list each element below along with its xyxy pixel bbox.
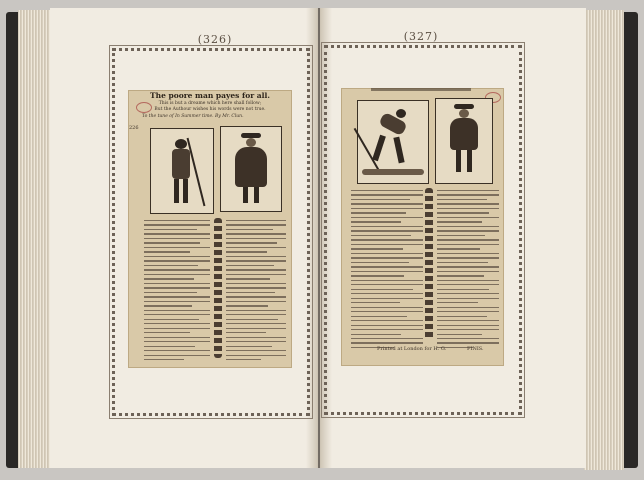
ballad-title: The poore man payes for all. bbox=[150, 91, 270, 100]
right-page-number: (327) bbox=[403, 30, 439, 43]
ballad-subtitle-2: But the Authour wishes his words were not true. bbox=[154, 107, 266, 112]
right-ballad-title-cropped bbox=[371, 88, 471, 91]
right-center-ornament bbox=[425, 188, 433, 340]
woodcut-gentleman bbox=[435, 98, 493, 184]
right-imprint: Printed at London for H. G. bbox=[377, 346, 447, 352]
right-text-column-2 bbox=[437, 190, 499, 351]
left-text-column-1 bbox=[144, 220, 210, 364]
ballad-tune-line: To the tune of In Summer time. By Mr. Clun. bbox=[142, 114, 244, 119]
woodcut-man-digging bbox=[357, 100, 429, 184]
left-page-number: (326) bbox=[197, 33, 233, 46]
sheet-number: 226 bbox=[129, 125, 139, 131]
right-finis: FINIS. bbox=[467, 346, 484, 352]
right-ballad-sheet bbox=[341, 88, 504, 366]
right-text-column-1 bbox=[351, 190, 423, 351]
left-text-column-2 bbox=[226, 220, 286, 364]
page-edges-right bbox=[584, 10, 624, 470]
ballad-subtitle-1: This is but a dreame which here shall follow; bbox=[158, 101, 262, 106]
woodcut-man-with-staff bbox=[150, 128, 214, 214]
left-ballad-sheet bbox=[128, 90, 292, 368]
woodcut-man-in-hat bbox=[220, 126, 282, 212]
left-center-ornament bbox=[214, 218, 222, 358]
